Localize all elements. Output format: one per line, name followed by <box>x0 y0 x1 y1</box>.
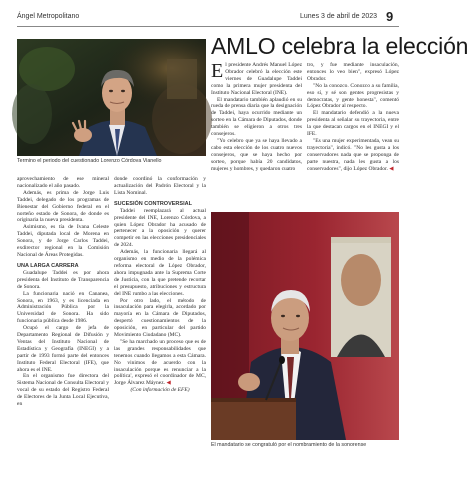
issue-date: Lunes 3 de abril de 2023 <box>300 13 378 20</box>
body-paragraph: "No la conozco. Conozco a su familia, eso sí, y sé son gentes progresistas y democratas, y gente honesta", comentó López Obrador al respecto. <box>307 82 399 110</box>
body-paragraph: Ocupó el cargo de jefa de Departamento Regional de Difusión y Ventas del Instituto Nacional de Estadística y Geografía (INEGI) y a partir de 1993 formó parte del entonces Instituto Federal Electoral (IFE), que ahora es el INE. <box>17 325 109 373</box>
subhead-larga-carrera: UNA LARGA CARRERA <box>17 262 79 269</box>
body-paragraph: Taddei reemplazará al actual presidente del INE, Lorenzo Córdova, a quien López Obrador ha acusado de pertenecer a la oposición y querer competir en las elecciones presidenciales de 2024. <box>114 207 206 249</box>
body-paragraph: "Yo celebro que ya se haya llevado a cabo esta elección de los cuatro nuevos consejeros, que se haya hecho por sorteo, porque había 20 candidatos, mujeres y hombres, y quedaron cuatro <box>211 137 302 172</box>
body-paragraph: Por otro lado, el método de insaculación para elegirla, acordado por mayoría en la Cámara de Diputados, despertó cuestionamientos de la oposición, en particular del partido Movimiento Ciudadano (MC). <box>114 297 206 339</box>
body-paragraph <box>114 339 206 387</box>
body-paragraph: aprovechamiento de ese mineral nacionalizado el año pasado. <box>17 176 109 189</box>
body-paragraph: El mandatario también aplaudió en su rueda de prensa diaria que la designación de Taddei, haya ocurrido mediante un sorteo en la Cámara de Diputados, donde también se eligieron a otros tres consejeros. <box>211 96 302 138</box>
body-paragraph-text: "Es una mujer experimentada, vean su trayectoria", indicó. "No les gusta a los conservadores nada que se proponga de parte nuestra, nada les gusta a los conservadores", dijo López Obrador. <box>307 137 399 172</box>
body-paragraph: donde coordinó la conformación y actualización del Padrón Electoral y la Lista Nominal. <box>114 176 206 196</box>
article-column-3 <box>211 62 302 173</box>
header-rule <box>17 26 399 27</box>
body-paragraph: tro, y fue mediante insaculación, entonces lo veo bien", expresó López Obrador. <box>307 62 399 82</box>
body-paragraph: Guadalupe Taddei es por ahora presidenta del Instituto de Transparencia de Sonora. <box>17 269 109 290</box>
body-paragraph: En el organismo fue directora del Sistema Nacional de Consulta Electoral y vocal de su estado del Registro Federal de Electores de la Junta Local Ejecutiva, en <box>17 373 109 408</box>
photo-lorenzo-cordova <box>17 39 206 156</box>
drop-cap: E <box>211 60 224 82</box>
end-mark: ◀ <box>166 380 171 387</box>
subhead-sucesion-controversial: SUCESIÓN CONTROVERSIAL <box>114 200 192 207</box>
body-paragraph: Además, es prima de Jorge Luis Taddei, delegado de los programas de Bienestar del Gobierno federal en el norteño estado de Sonora, de donde es originaria la nueva presidenta. <box>17 189 109 224</box>
article-headline: AMLO celebra la elección <box>211 33 468 59</box>
page-number: 9 <box>386 9 394 24</box>
body-paragraph: Asimismo, es tía de Ivana Celeste Taddei, diputada local de Morena en Sonora, y de Jorge Carlos Taddei, exdirector regional en la Comisión Nacional de Áreas Protegidas. <box>17 224 109 258</box>
photo1-caption: Termino el periodo del cuestionado Lorenzo Córdova Vianello <box>17 158 162 164</box>
body-paragraph: Además, la funcionaria llegará al organismo en medio de la polémica reforma electoral de López Obrador, ahora impugnada ante la Suprema Corte de Justicia, con la que pretende recortar el presupuesto, atribuciones y estructura del INE rumbo a las elecciones. <box>114 249 206 297</box>
body-paragraph: La funcionaria nació en Cananea, Sonora, en 1963, y es licenciada en Administración Pública por la Universidad de Sonora. Ha sido funcionaria pública desde 1986. <box>17 290 109 325</box>
body-paragraph: El mandatario defendió a la nueva presidenta al señalar su trayectoria, entre la que destacan cargos en el INEGI y el IFE. <box>307 110 399 138</box>
body-paragraph <box>307 138 399 173</box>
lead-paragraph <box>211 62 302 97</box>
photo2-caption: El mandatario se congratuló por el nombramiento de la sonorense <box>211 442 367 448</box>
publication-name: Ángel Metropolitano <box>17 13 80 20</box>
source-credit: (Con información de EFE) <box>130 387 190 394</box>
photo-amlo-image <box>211 212 399 440</box>
lead-rest: López Obrador celebró la elección este viernes de Guadalupe Taddei como la primera mujer presidenta del Instituto Nacional Electoral (INE). <box>211 62 303 96</box>
article-column-4 <box>307 62 399 173</box>
lead-first-line: l presidente Andrés Manuel <box>225 62 287 68</box>
end-mark: ◀ <box>389 165 394 172</box>
photo-lorenzo-cordova-image <box>17 39 206 156</box>
body-paragraph-text: "Se ha marchado un proceso que es de las grandes responsabilidades que tenemos cuando llegamos a esta Cámara. No vinimos de acuerdo con la insaculación porque es renunciar a la política', expresó el coordinador de MC, Jorge Álvarez Máynez. <box>114 338 206 387</box>
photo-amlo <box>211 212 399 440</box>
article-column-2 <box>114 176 206 394</box>
article-column-1 <box>17 176 109 408</box>
